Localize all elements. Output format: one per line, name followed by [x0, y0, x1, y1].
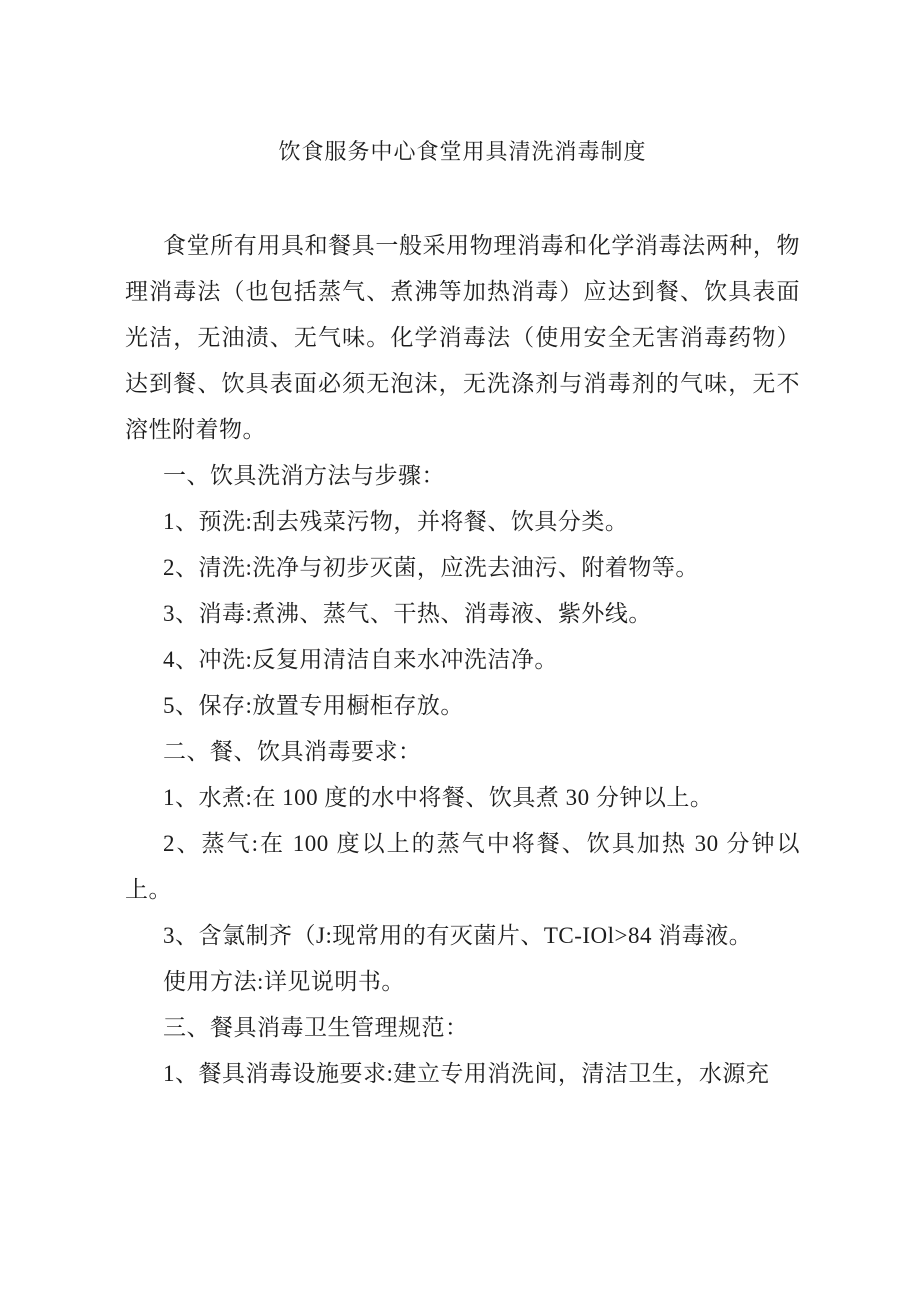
section-three-heading: 三、餐具消毒卫生管理规范：	[163, 1015, 469, 1040]
section-one-heading: 一、饮具洗消方法与步骤：	[163, 463, 445, 488]
requirement-item-steam: 2、蒸气:在 100 度以上的蒸气中将餐、饮具加热 30 分钟以上。	[125, 831, 800, 902]
step-item-disinfect: 3、消毒:煮沸、蒸气、干热、消毒液、紫外线。	[163, 601, 652, 626]
requirement-item-chlorine: 3、含氯制齐（J:现常用的有灭菌片、TC-IOl>84 消毒液。	[163, 923, 753, 948]
step-item-clean: 2、清洗:洗净与初步灭菌，应洗去油污、附着物等。	[163, 555, 699, 580]
step-item-store: 5、保存:放置专用橱柜存放。	[163, 693, 464, 718]
requirement-item-boil: 1、水煮:在 100 度的水中将餐、饮具煮 30 分钟以上。	[163, 785, 714, 810]
step-item-rinse: 4、冲洗:反复用清洁自来水冲洗洁净。	[163, 647, 558, 672]
intro-paragraph: 食堂所有用具和餐具一般采用物理消毒和化学消毒法两种，物理消毒法（也包括蒸气、煮沸等加热消毒）应达到餐、饮具表面光洁，无油渍、无气味。化学消毒法（使用安全无害消毒药物）达到餐、饮具表面必须无泡沫，无洗涤剂与消毒剂的气味，无不溶性附着物。	[125, 233, 800, 442]
usage-note: 使用方法:详见说明书。	[163, 969, 405, 994]
hygiene-item-facility: 1、餐具消毒设施要求:建立专用消洗间，清洁卫生，水源充	[163, 1061, 770, 1086]
step-item-prewash: 1、预洗:刮去残菜污物，并将餐、饮具分类。	[163, 509, 629, 534]
document-title: 饮食服务中心食堂用具清洗消毒制度	[278, 139, 647, 164]
section-two-heading: 二、餐、饮具消毒要求：	[163, 739, 422, 764]
